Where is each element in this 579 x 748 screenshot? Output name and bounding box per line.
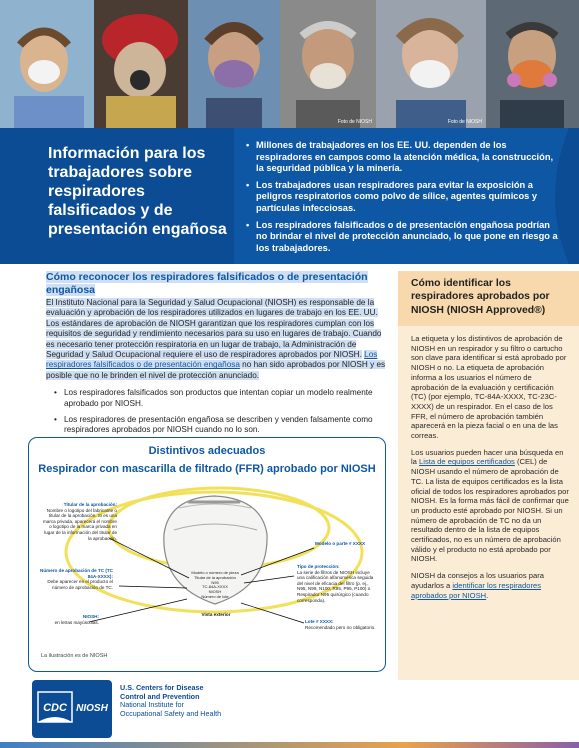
footer [0, 680, 579, 748]
key-point: • Los respiradores falsificados o de presentación engañosa podrían no brindar el nivel de protección anunciado, lo que pone en riesgo a los trabajadores. [246, 220, 562, 255]
label-protection-type: Tipo de protección: La serie de filtros de NIOSH incluye una calificación alfanumérica seguida del nivel de eficacia del filtro (p. ej., N95, N99, N100, R95, P95, P100) o Respirador N95 quirúrgico (cuando corresponda). [297, 564, 374, 603]
niosh-logo-text: NIOSH [76, 703, 108, 714]
photo-healthcare-worker [0, 0, 94, 128]
sidebar-body [398, 326, 579, 600]
counterfeit-link[interactable]: Los respiradores falsificados o de presentación engañosa [46, 350, 378, 370]
photo-worker-half-mask [188, 0, 280, 128]
photo-worker-orange-respirator [486, 0, 579, 128]
photo-strip [0, 0, 579, 128]
photo-firefighter [94, 0, 188, 128]
cdc-logo-text: CDC [43, 702, 67, 714]
decorative-curve [539, 128, 579, 264]
label-niosh: NIOSH: en letras mayúsculas. [54, 614, 99, 625]
sidebar-paragraph: NIOSH da consejos a los usuarios para ayudarlos a identificar los respiradores aprobados por NIOSH. [411, 571, 544, 600]
sidebar-header [398, 271, 579, 326]
cel-link[interactable]: Lista de equipos certificados [419, 457, 515, 467]
sidebar-identify-approved [398, 271, 579, 696]
header-banner [0, 128, 579, 264]
recognition-section [46, 271, 388, 442]
illustration-caption: La ilustración es de NIOSH [41, 653, 108, 659]
key-points-list [246, 140, 562, 259]
agency-name: U.S. Centers for Disease Control and Prevention National Institute for Occupational Safety and Health [120, 683, 222, 718]
key-point: • Los trabajadores usan respiradores para evitar la exposición a peligros respiratorios como polvo de sílice, agentes químicos y partículas infecciosas. [246, 180, 562, 215]
identify-respirators-link[interactable]: identificar los respiradores aprobados por NIOSH [411, 580, 542, 600]
cdc-logo-icon [32, 680, 112, 738]
label-model: Modelo o parte # XXXX [315, 541, 366, 546]
page-title: Información para los trabajadores sobre respiradores falsificados y de presentación engañosa [48, 145, 227, 238]
intro-paragraph [46, 298, 388, 381]
cdc-niosh-logo [32, 680, 112, 738]
ffr-diagram [28, 437, 386, 672]
list-item: • Los respiradores falsificados son productos que intentan copiar un modelo realmente aprobado por NIOSH. [54, 388, 388, 409]
photo-credit: Foto de NIOSH [337, 119, 372, 125]
intro-text-end: no han sido aprobados por NIOSH y es posible que no le brinden el nivel de protección anunciado. [46, 360, 386, 380]
label-approval-holder: Titular de la aprobación: Nombre o logotipo del fabricante o titular de la aprobación. Si es una marca privada, aparecerá el nombre o logotipo de la marca privada en lugar de la información del titular de la aprobación. [42, 502, 117, 541]
diagram-subtitle: Respirador con mascarilla de filtrado (FFR) aprobado por NIOSH [38, 463, 376, 475]
list-item: • Los respiradores de presentación engañosa se describen y venden falsamente como respiradores aprobados por NIOSH cuando no lo son. [54, 415, 388, 436]
section-title: Cómo reconocer los respiradores falsificados o de presentación engañosa [46, 271, 368, 296]
photo-woman-n95 [376, 0, 486, 128]
exterior-view-label: Vista exterior [201, 612, 231, 617]
mask-markings: Modelo o número de pieza Titular de la aprobación N95 TC-84A-XXXX NIOSH Número de lote [191, 570, 239, 599]
label-tc-number: Número de aprobación de TC (TC 84A-XXXX): Debe aparecer en el producto el número de aprobación de TC. [40, 568, 113, 590]
diagram-title: Distintivos adecuados [148, 445, 266, 457]
intro-text: El Instituto Nacional para la Seguridad y Salud Ocupacional (NIOSH) es responsable de la evaluación y aprobación de los respiradores utilizados en lugares de trabajo en los EE. UU. Los estándares de aprobación de NIOSH garantizan que los respiradores cumplan con los requisitos de seguridad y rendimiento necesarios para su uso en lugares de trabajo. Cuando es necesario tener protección respiratoria en un lugar de trabajo, la Administración de Seguridad y Salud Ocupacional requiere el uso de respiradores aprobados por NIOSH. [46, 298, 382, 360]
sidebar-paragraph: Los usuarios pueden hacer una búsqueda en la Lista de equipos certificados (CEL) de NIOSH usando el número de aprobación de TC. La lista de equipos certificados es la lista oficial de todos los respiradores aprobados por NIOSH. Es la forma más fácil de confirmar que un producto esté aprobado por NIOSH. Si un número de aprobación de TC no da un resultado dentro de la lista de equipos certificados, no es un número de aprobación válido y el producto no está aprobado por NIOSH. [411, 447, 569, 564]
photo-man-respirator [280, 0, 376, 128]
photo-credit: Foto de NIOSH [447, 119, 482, 125]
sidebar-title: Cómo identificar los respiradores aprobados por NIOSH (NIOSH Approved®) [411, 278, 550, 316]
definitions-list [46, 388, 388, 436]
label-lot: Lote # XXXX: Recomendado pero no obligatorio. [305, 619, 376, 630]
sidebar-paragraph: La etiqueta y los distintivos de aprobación de NIOSH en un respirador y su filtro o cartucho son clave para identificar si está aprobado por NIOSH o no. La etiqueta de aprobación informa a los usuarios el número de aprobación de la evaluación y certificación (TC) (por ejemplo, TC-84A-XXXX, TC-23C-XXXX) de un respirador. En el caso de los FFR, el número de aprobación también aparecerá en la pieza facial o en una de las correas. [411, 334, 567, 441]
key-point: • Millones de trabajadores en los EE. UU. dependen de los respiradores en campos como la atención médica, la construcción, la seguridad pública y la minería. [246, 140, 562, 175]
headline-block [0, 128, 234, 264]
decorative-bottom-bar [0, 742, 579, 748]
